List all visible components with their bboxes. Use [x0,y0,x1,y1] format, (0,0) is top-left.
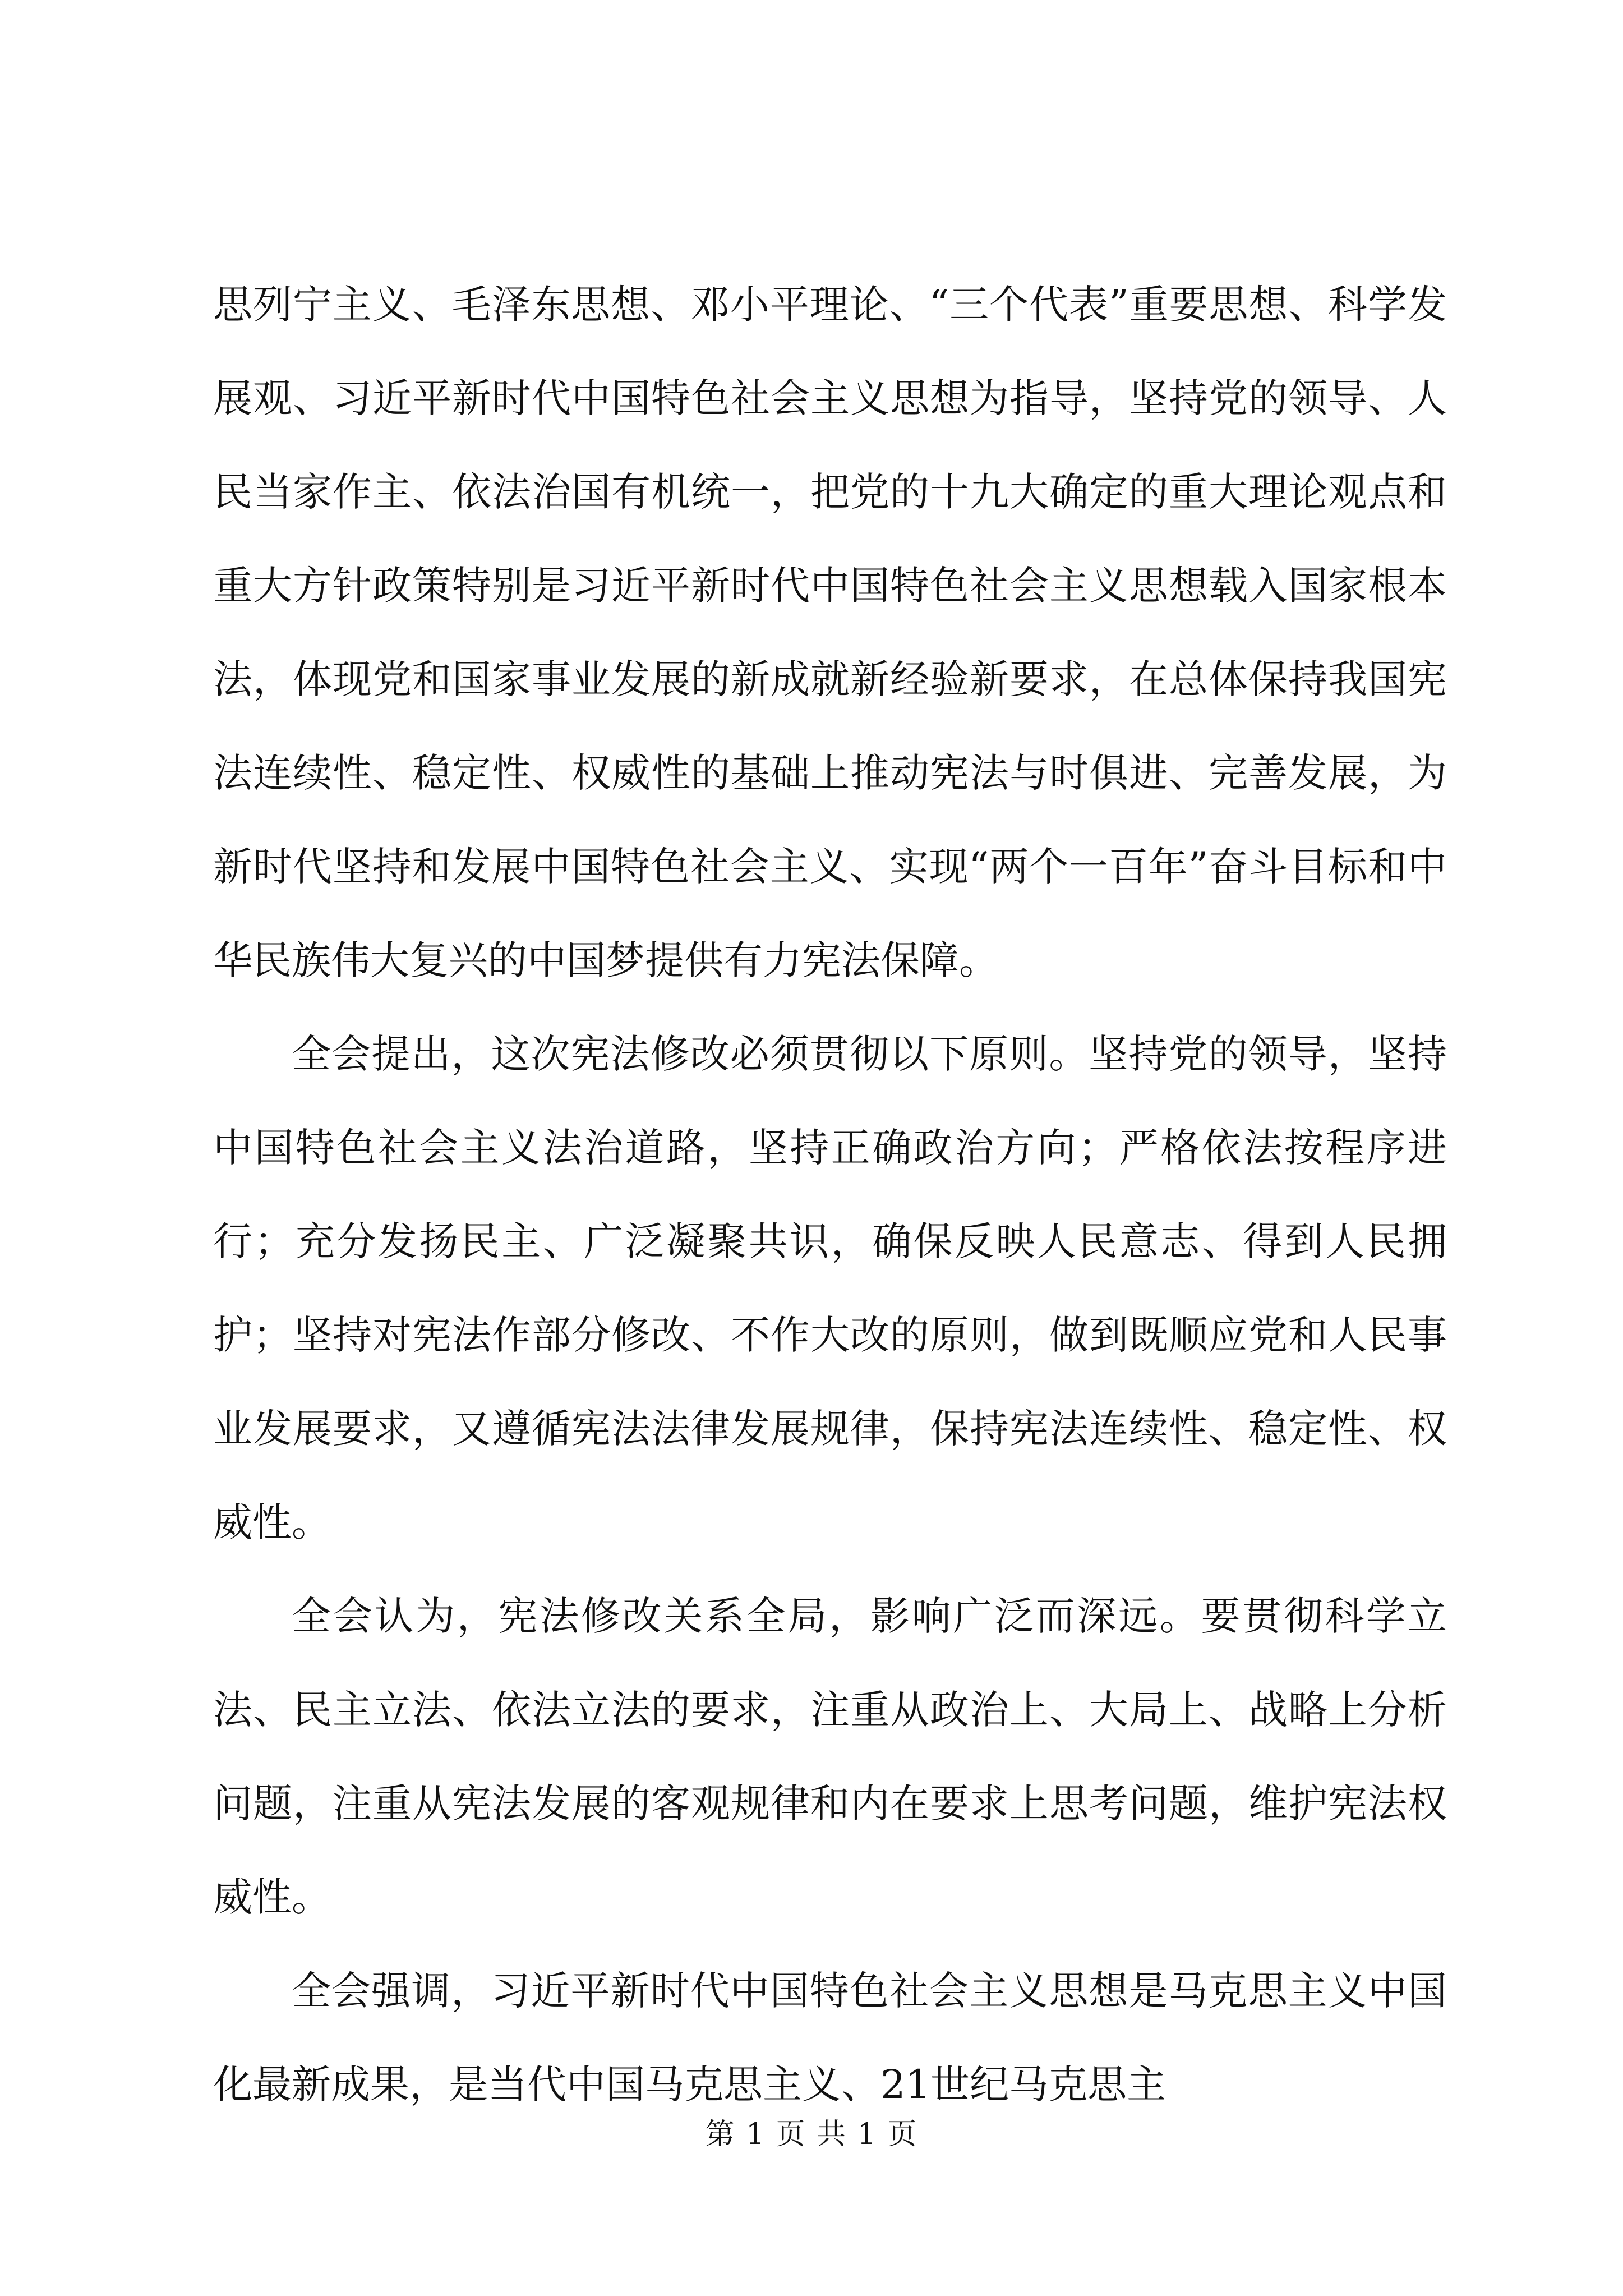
paragraph-1: 思列宁主义、毛泽东思想、邓小平理论、“三个代表”重要思想、科学发展观、习近平新时代中国特色社会主义思想为指导，坚持党的领导、人民当家作主、依法治国有机统一，把党的十九大确定的重大理论观点和重大方针政策特别是习近平新时代中国特色社会主义思想载入国家根本法，体现党和国家事业发展的新成就新经验新要求，在总体保持我国宪法连续性、稳定性、权威性的基础上推动宪法与时俱进、完善发展，为新时代坚持和发展中国特色社会主义、实现“两个一百年”奋斗目标和中华民族伟大复兴的中国梦提供有力宪法保障。 [213,282,1447,983]
paragraph-2: 全会提出，这次宪法修改必须贯彻以下原则。坚持党的领导，坚持中国特色社会主义法治道路，坚持正确政治方向；严格依法按程序进行；充分发扬民主、广泛凝聚共识，确保反映人民意志、得到人民拥护；坚持对宪法作部分修改、不作大改的原则，做到既顺应党和人民事业发展要求，又遵循宪法法律发展规律，保持宪法连续性、稳定性、权威性。 [213,1031,1447,1545]
page-number-footer: 第 1 页 共 1 页 [705,2118,918,2151]
paragraph-3: 全会认为，宪法修改关系全局，影响广泛而深远。要贯彻科学立法、民主立法、依法立法的要求，注重从政治上、大局上、战略上分析问题，注重从宪法发展的客观规律和内在要求上思考问题，维护宪法权威性。 [213,1593,1447,1920]
document-body [213,258,1447,2132]
paragraph-4: 全会强调，习近平新时代中国特色社会主义思想是马克思主义中国化最新成果，是当代中国马克思主义、21世纪马克思主 [213,1968,1447,2108]
